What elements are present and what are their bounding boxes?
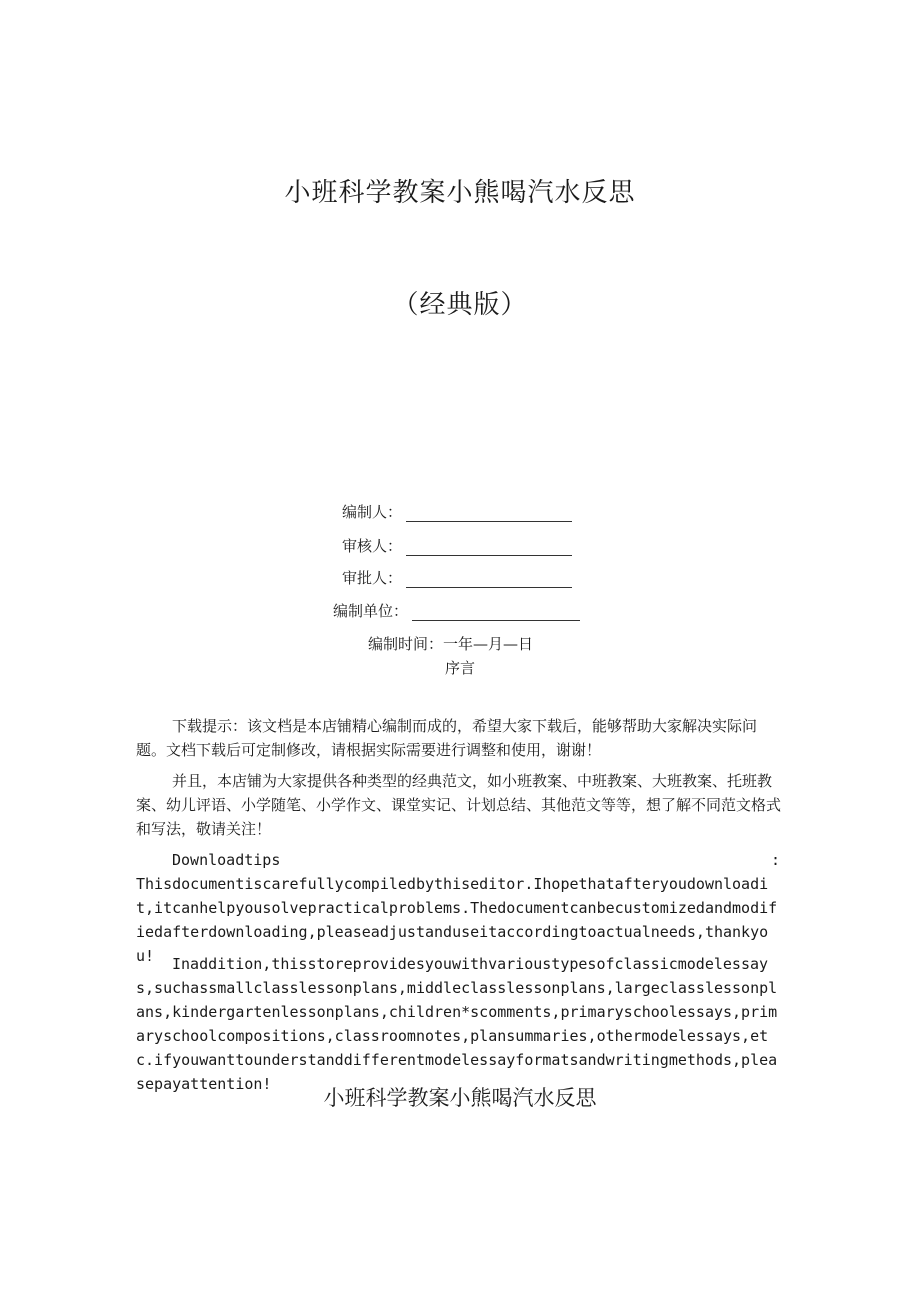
tip-en-colon: : xyxy=(770,851,780,869)
tip-en-heading-row xyxy=(136,848,786,872)
intro-cn-text: 并且，本店铺为大家提供各种类型的经典范文，如小班教案、中班教案、大班教案、托班教案、幼儿评语、小学随笔、小学作文、课堂实记、计划总结、其他范文等等，想了解不同范文格式和写法，敬请关注！ xyxy=(136,772,782,838)
reviewer-label: 审核人： xyxy=(342,537,403,555)
author-blank[interactable] xyxy=(406,507,572,522)
reviewer-row xyxy=(342,535,572,556)
time-label: 编制时间：一年—月—日 xyxy=(368,635,534,653)
intro-en-text: Inaddition,thisstoreprovidesyouwithvarioustypesofclassicmodelessays,suchassmallclasslessonplans,middleclasslessonplans,largeclasslessonplans,kindergartenlessonplans,children*scomments,primaryschoolessays,primaryschoolcompositions,classroomnotes,plansummaries,othermodelessays,etc.ifyouwanttounderstanddifferentmodelessayformatsandwritingmethods,pleasepayattention! xyxy=(136,955,778,1093)
tip-cn-text: 下载提示：该文档是本店铺精心编制而成的，希望大家下载后，能够帮助大家解决实际问题。文档下载后可定制修改，请根据实际需要进行调整和使用，谢谢！ xyxy=(136,717,758,759)
tip-cn-paragraph xyxy=(136,714,786,762)
tip-en-heading: Downloadtips xyxy=(172,851,281,869)
author-label: 编制人： xyxy=(342,503,403,521)
intro-en-paragraph xyxy=(136,952,786,1096)
document-title-repeat: 小班科学教案小熊喝汽水反思 xyxy=(323,1086,597,1110)
approver-row xyxy=(342,567,572,588)
edition-label: （经典版） xyxy=(392,290,528,320)
unit-label: 编制单位： xyxy=(333,602,409,620)
reviewer-blank[interactable] xyxy=(406,541,572,556)
author-row xyxy=(342,501,572,522)
approver-label: 审批人： xyxy=(342,569,403,587)
preface-label: 序言 xyxy=(444,659,475,677)
unit-blank[interactable] xyxy=(412,606,580,621)
approver-blank[interactable] xyxy=(406,573,572,588)
tip-en-paragraph xyxy=(136,848,786,968)
time-row xyxy=(368,633,533,654)
tip-en-text: Thisdocumentiscarefullycompiledbythiseditor.Ihopethatafteryoudownloadit,itcanhelpyousolvepracticalproblems.Thedocumentcanbecustomizedandmodifiedafterdownloading,pleaseadjustanduseitaccordingtoactualneeds,thankyou! xyxy=(136,875,778,965)
intro-cn-paragraph xyxy=(136,769,786,841)
document-title: 小班科学教案小熊喝汽水反思 xyxy=(284,178,636,208)
unit-row xyxy=(333,600,580,621)
